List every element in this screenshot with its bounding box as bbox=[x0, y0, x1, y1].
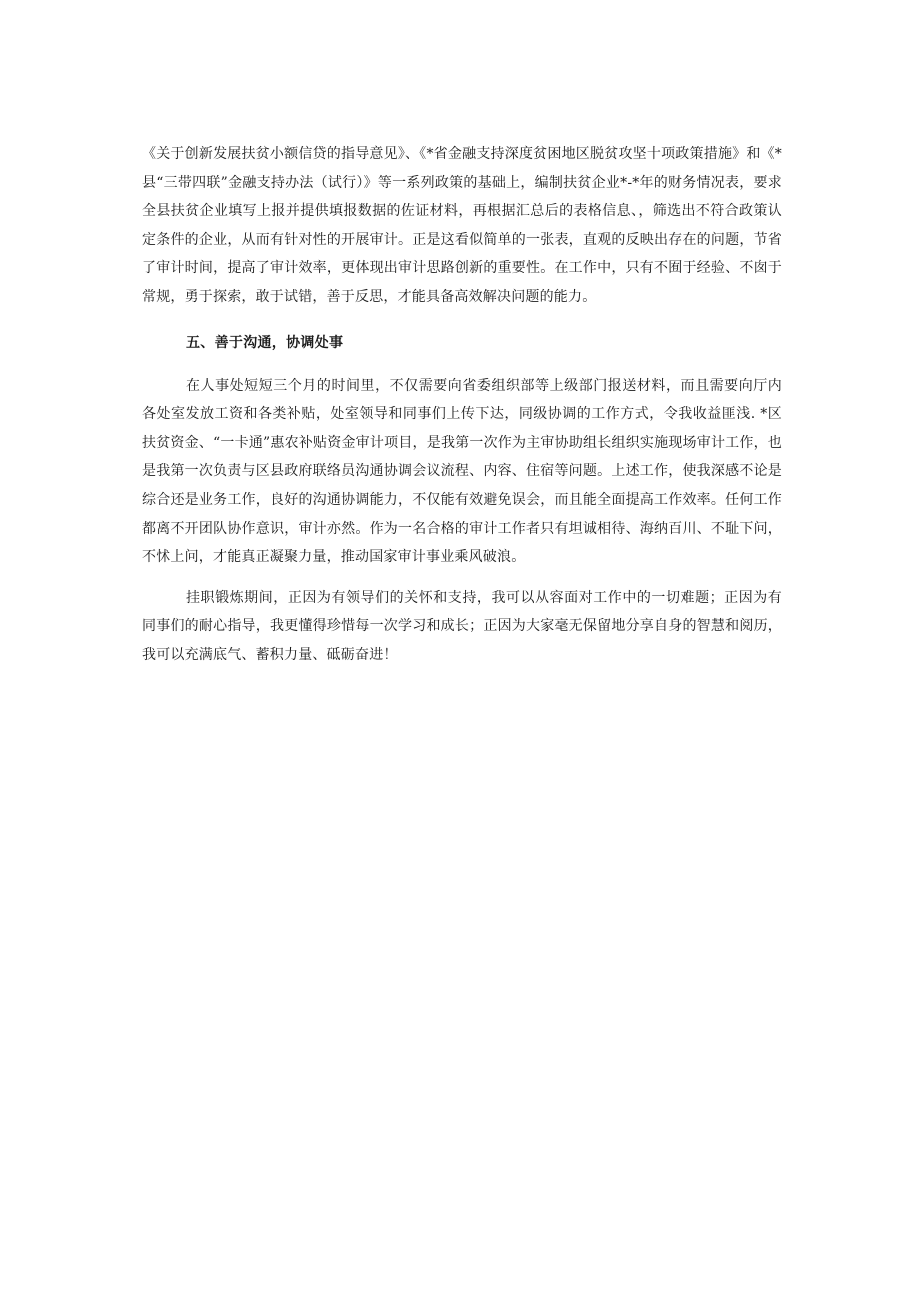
paragraph-gap bbox=[142, 572, 782, 584]
section-heading-communication: 五、善于沟通，协调处事 bbox=[186, 334, 344, 351]
paragraph-policy-review: 《关于创新发展扶贫小额信贷的指导意见》、《*省金融支持深度贫困地区脱贫攻坚十项政策措施》和《*县“三带四联”金融支持办法（试行）》等一系列政策的基础上，编制扶贫企业*-*年的财务情况表，要求全县扶贫企业填写上报并提供填报数据的佐证材料，再根据汇总后的表格信息、，筛选出不符合政策认定条件的企业，从而有针对性的开展审计。正是这看似简单的一张表，直观的反映出存在的问题，节省了审计时间，提高了审计效率，更体现出审计思路创新的重要性。在工作中，只有不囿于经验、不囱于常规，勇于探索，敢于试错，善于反思，才能具备高效解决问题的能力。 bbox=[142, 146, 782, 305]
document-body bbox=[142, 140, 782, 670]
paragraph-conclusion: 挂职锻炼期间，正因为有领导们的关怀和支持，我可以从容面对工作中的一切难题；正因为有同事们的耐心指导，我更懂得珍惜每一次学习和成长；正因为大家毫无保留地分享自身的智慧和阅历，我可以充满底气、蓄积力量、砥砺奋进！ bbox=[142, 589, 782, 663]
paragraph-communication: 在人事处短短三个月的时间里，不仅需要向省委组织部等上级部门报送材料，而且需要向厅内各处室发放工资和各类补贴，处室领导和同事们上传下达，同级协调的工作方式，令我收益匪浅. *区扶贫资金、“一卡通”惠农补贴资金审计项目，是我第一次作为主审协助组长组织实施现场审计工作，也是我第一次负责与区县政府联络员沟通协调会议流程、内容、住宿等问题。上述工作，使我深感不论是综合还是业务工作，良好的沟通协调能力，不仅能有效避免误会，而且能全面提高工作效率。任何工作都离不开团队协作意识，审计亦然。作为一名合格的审计工作者只有坦诚相待、海纳百川、不耻下问，不怵上问，才能真正凝聚力量，推动国家审计事业乘风破浪。 bbox=[142, 377, 782, 566]
